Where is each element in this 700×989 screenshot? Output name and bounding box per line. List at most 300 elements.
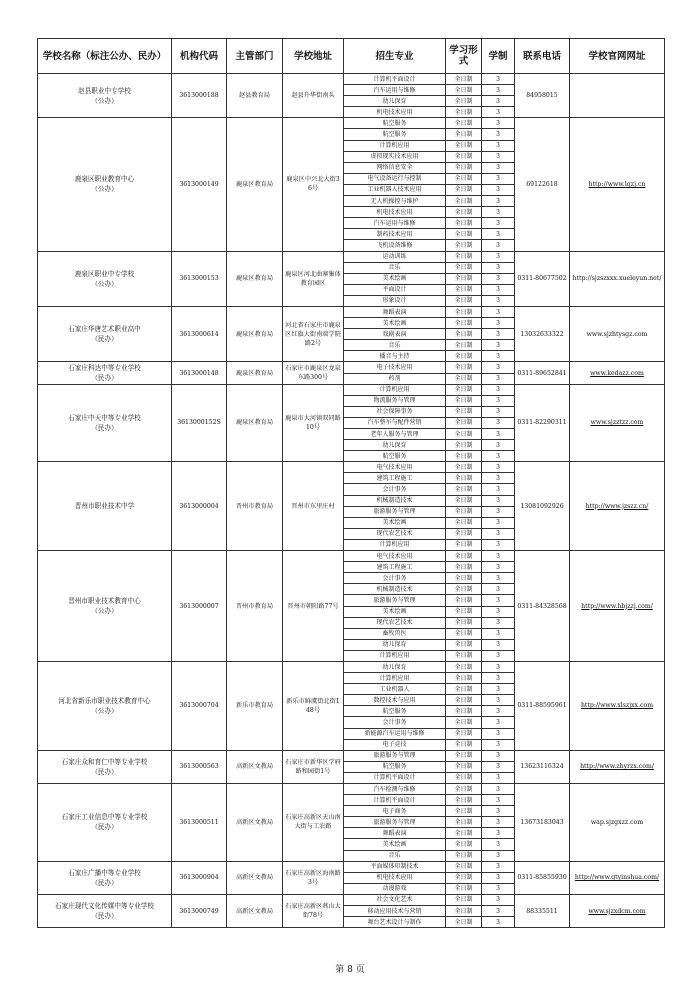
study-form: 全日制 xyxy=(446,251,482,262)
study-form: 全日制 xyxy=(446,107,482,118)
major-name: 美术绘画 xyxy=(344,318,446,329)
school-phone: 13623116324 xyxy=(515,750,570,783)
school-type: （公办） xyxy=(91,607,118,615)
school-code: 3613000153 xyxy=(172,251,227,306)
school-code: 3613000563 xyxy=(172,750,227,783)
school-website-link[interactable]: www.kedazz.com xyxy=(570,362,665,384)
school-address: 新乐市鲜虞街北街148号 xyxy=(283,661,344,750)
study-years: 3 xyxy=(482,140,515,151)
study-years: 3 xyxy=(482,539,515,550)
school-phone: 0311-85855930 xyxy=(515,861,570,894)
header-row xyxy=(38,39,665,74)
school-website-link[interactable]: wap.sjzgxzz.com xyxy=(570,784,665,862)
major-name: 美术绘画 xyxy=(344,606,446,617)
study-years: 3 xyxy=(482,473,515,484)
study-form: 全日制 xyxy=(446,329,482,340)
table-row xyxy=(38,251,665,262)
table-row xyxy=(38,784,665,795)
study-form: 全日制 xyxy=(446,196,482,207)
study-form: 全日制 xyxy=(446,173,482,184)
table-row xyxy=(38,362,665,373)
school-phone: 84958015 xyxy=(515,74,570,118)
study-form: 全日制 xyxy=(446,872,482,883)
school-phone: 13032633322 xyxy=(515,306,570,361)
enrollment-table-sheet xyxy=(37,38,664,928)
table-row xyxy=(38,750,665,761)
major-name: 航空服务 xyxy=(344,761,446,772)
major-name: 电气技术应用 xyxy=(344,462,446,473)
study-years: 3 xyxy=(482,129,515,140)
school-type: （民办） xyxy=(91,823,118,832)
study-years: 3 xyxy=(482,584,515,595)
major-name: 音乐 xyxy=(344,850,446,861)
major-name: 舞蹈表演 xyxy=(344,828,446,839)
school-phone: 13673183043 xyxy=(515,784,570,862)
major-name: 现代农艺技术 xyxy=(344,617,446,628)
major-name: 汽车整车与配件营销 xyxy=(344,417,446,428)
study-years: 3 xyxy=(482,107,515,118)
school-website-link[interactable]: http://www.jzszz.cn/ xyxy=(570,462,665,551)
study-form: 全日制 xyxy=(446,96,482,107)
school-website-link[interactable]: http://www.zhyrzx.com/ xyxy=(570,750,665,783)
school-dept: 高新区文教局 xyxy=(227,861,283,894)
school-name-cell xyxy=(38,784,172,862)
study-form: 全日制 xyxy=(446,85,482,96)
study-form: 全日制 xyxy=(446,528,482,539)
school-code: 3613000614 xyxy=(172,306,227,361)
school-phone: 0311-88595961 xyxy=(515,661,570,750)
major-name: 旅游服务与管理 xyxy=(344,506,446,517)
school-rows xyxy=(38,74,665,928)
school-dept: 高新区文教局 xyxy=(227,750,283,783)
school-dept: 高新区文教局 xyxy=(227,784,283,862)
study-years: 3 xyxy=(482,639,515,650)
study-form: 全日制 xyxy=(446,284,482,295)
major-name: 航空服务 xyxy=(344,706,446,717)
study-years: 3 xyxy=(482,306,515,317)
study-years: 3 xyxy=(482,528,515,539)
major-name: 旅游服务与管理 xyxy=(344,750,446,761)
school-name-cell xyxy=(38,551,172,662)
school-address: 石家庄市鹿泉区龙泉东路300号 xyxy=(283,362,344,384)
major-name: 平面媒体印制技术 xyxy=(344,861,446,872)
study-years: 3 xyxy=(482,362,515,373)
school-name-cell xyxy=(38,306,172,361)
major-name: 美术绘画 xyxy=(344,273,446,284)
school-dept: 鹿泉区教育局 xyxy=(227,118,283,251)
school-name: 石家庄工业信息中等专业学校 xyxy=(61,813,148,822)
school-website-link[interactable]: www.sjzhtysgz.com xyxy=(570,306,665,361)
study-form: 全日制 xyxy=(446,795,482,806)
study-years: 3 xyxy=(482,440,515,451)
school-address: 晋州市朝阳路77号 xyxy=(283,551,344,662)
major-name: 计算机应用 xyxy=(344,650,446,661)
study-years: 3 xyxy=(482,429,515,440)
major-name: 舞台艺术设计与制作 xyxy=(344,917,446,928)
study-form: 全日制 xyxy=(446,484,482,495)
school-name-cell xyxy=(38,462,172,551)
table-row xyxy=(38,306,665,317)
study-form: 全日制 xyxy=(446,706,482,717)
study-form: 全日制 xyxy=(446,218,482,229)
school-code: 3613000148 xyxy=(172,362,227,384)
major-name: 机械制造技术 xyxy=(344,584,446,595)
page-number: 第 8 页 xyxy=(335,965,365,975)
study-years: 3 xyxy=(482,861,515,872)
study-form: 全日制 xyxy=(446,817,482,828)
study-form: 全日制 xyxy=(446,118,482,129)
school-name-cell xyxy=(38,894,172,927)
major-name: 美术绘画 xyxy=(344,839,446,850)
school-type: （民办） xyxy=(91,423,118,432)
school-website-link xyxy=(570,74,665,118)
study-years: 3 xyxy=(482,96,515,107)
major-name: 音乐 xyxy=(344,262,446,273)
study-years: 3 xyxy=(482,684,515,695)
study-years: 3 xyxy=(482,406,515,417)
study-years: 3 xyxy=(482,795,515,806)
study-form: 全日制 xyxy=(446,362,482,373)
study-form: 全日制 xyxy=(446,806,482,817)
study-form: 全日制 xyxy=(446,306,482,317)
school-name-cell xyxy=(38,118,172,251)
major-name: 计算机平面设计 xyxy=(344,74,446,85)
major-name: 工业机器人技术应用 xyxy=(344,184,446,195)
major-name: 播音与主持 xyxy=(344,351,446,362)
school-name-cell xyxy=(38,362,172,384)
major-name: 药剂 xyxy=(344,373,446,384)
school-code: 3613000511 xyxy=(172,784,227,862)
study-form: 全日制 xyxy=(446,828,482,839)
school-name-cell xyxy=(38,251,172,306)
study-years: 3 xyxy=(482,784,515,795)
table-row xyxy=(38,661,665,672)
study-form: 全日制 xyxy=(446,417,482,428)
table-row xyxy=(38,118,665,129)
study-years: 3 xyxy=(482,894,515,905)
study-form: 全日制 xyxy=(446,906,482,917)
major-name: 旅游服务与管理 xyxy=(344,595,446,606)
study-form: 全日制 xyxy=(446,750,482,761)
table-row xyxy=(38,894,665,905)
major-name: 计算机应用 xyxy=(344,539,446,550)
school-type: （公办） xyxy=(91,706,118,715)
study-form: 全日制 xyxy=(446,517,482,528)
study-years: 3 xyxy=(482,750,515,761)
school-type: （公办） xyxy=(91,96,118,105)
school-address: 石家庄高新区天山南大街与工农路 xyxy=(283,784,344,862)
school-dept: 鹿泉区教育局 xyxy=(227,362,283,384)
study-years: 3 xyxy=(482,806,515,817)
study-form: 全日制 xyxy=(446,894,482,905)
study-form: 全日制 xyxy=(446,784,482,795)
study-form: 全日制 xyxy=(446,584,482,595)
study-years: 3 xyxy=(482,695,515,706)
study-years: 3 xyxy=(482,595,515,606)
school-name-cell xyxy=(38,661,172,750)
study-years: 3 xyxy=(482,606,515,617)
study-years: 3 xyxy=(482,761,515,772)
study-years: 3 xyxy=(482,318,515,329)
study-years: 3 xyxy=(482,506,515,517)
study-form: 全日制 xyxy=(446,240,482,251)
study-years: 3 xyxy=(482,551,515,562)
major-name: 幼儿保育 xyxy=(344,639,446,650)
school-code: 3613000904 xyxy=(172,861,227,894)
school-name: 石家庄华唐艺术职业高中 xyxy=(68,325,141,334)
major-name: 戏剧表演 xyxy=(344,329,446,340)
school-type: （公办） xyxy=(91,279,118,288)
major-name: 航空服务 xyxy=(344,118,446,129)
school-address: 河北省石家庄市鹿泉区红旗大街南端学院路2号 xyxy=(283,306,344,361)
major-name: 新能源汽车运用与维修 xyxy=(344,728,446,739)
study-years: 3 xyxy=(482,229,515,240)
school-dept: 鹿泉区教育局 xyxy=(227,384,283,462)
study-form: 全日制 xyxy=(446,761,482,772)
school-website-link[interactable]: http://www.hbjzzj.com/ xyxy=(570,551,665,662)
study-form: 全日制 xyxy=(446,140,482,151)
school-name: 赵县职业中专学校 xyxy=(78,86,131,95)
school-name: 石家庄广播中等专业学校 xyxy=(68,868,141,877)
study-years: 3 xyxy=(482,850,515,861)
study-form: 全日制 xyxy=(446,395,482,406)
study-years: 3 xyxy=(482,739,515,750)
header-dept: 主管部门 xyxy=(227,39,283,74)
study-years: 3 xyxy=(482,384,515,395)
major-name: 汽车运用与维修 xyxy=(344,85,446,96)
major-name: 机械制造技术 xyxy=(344,495,446,506)
study-years: 3 xyxy=(482,329,515,340)
study-years: 3 xyxy=(482,883,515,894)
major-name: 网络信息安全 xyxy=(344,162,446,173)
school-address: 石家庄高新区燕山大街78号 xyxy=(283,894,344,927)
school-website-link[interactable]: http://www.gtyinshua.com/ xyxy=(570,861,665,894)
study-form: 全日制 xyxy=(446,473,482,484)
school-phone: 0311-84328568 xyxy=(515,551,570,662)
school-name-cell xyxy=(38,750,172,783)
major-name: 汽车检测与维修 xyxy=(344,784,446,795)
school-dept: 晋州市教育局 xyxy=(227,462,283,551)
school-type: （民办） xyxy=(91,878,118,887)
study-years: 3 xyxy=(482,240,515,251)
school-type: （民办） xyxy=(91,374,118,383)
study-form: 全日制 xyxy=(446,772,482,783)
major-name: 电子商务 xyxy=(344,806,446,817)
study-form: 全日制 xyxy=(446,684,482,695)
major-name: 社会文化艺术 xyxy=(344,894,446,905)
major-name: 美术绘画 xyxy=(344,517,446,528)
study-years: 3 xyxy=(482,906,515,917)
study-form: 全日制 xyxy=(446,628,482,639)
major-name: 老年人服务与管理 xyxy=(344,429,446,440)
major-name: 社会保障事务 xyxy=(344,406,446,417)
study-years: 3 xyxy=(482,151,515,162)
school-website-link[interactable]: http://www.xlszjxx.com xyxy=(570,661,665,750)
school-address: 鹿泉区河北曲寨集体教育园区 xyxy=(283,251,344,306)
school-dept: 鹿泉区教育局 xyxy=(227,306,283,361)
study-form: 全日制 xyxy=(446,340,482,351)
school-code: 3613000749 xyxy=(172,894,227,927)
study-years: 3 xyxy=(482,340,515,351)
study-years: 3 xyxy=(482,417,515,428)
major-name: 建筑工程施工 xyxy=(344,562,446,573)
school-phone: 88335511 xyxy=(515,894,570,927)
study-form: 全日制 xyxy=(446,184,482,195)
study-years: 3 xyxy=(482,573,515,584)
study-years: 3 xyxy=(482,295,515,306)
major-name: 平面设计 xyxy=(344,284,446,295)
major-name: 机电技术应用 xyxy=(344,207,446,218)
header-majors: 招生专业 xyxy=(344,39,446,74)
study-years: 3 xyxy=(482,706,515,717)
study-form: 全日制 xyxy=(446,207,482,218)
major-name: 畜牧兽医 xyxy=(344,628,446,639)
major-name: 旅游服务与管理 xyxy=(344,817,446,828)
study-form: 全日制 xyxy=(446,917,482,928)
major-name: 航空服务 xyxy=(344,129,446,140)
study-form: 全日制 xyxy=(446,562,482,573)
study-form: 全日制 xyxy=(446,850,482,861)
school-name: 石家庄现代文化传媒中等专业学校 xyxy=(55,902,154,911)
school-type: （民办） xyxy=(91,912,118,921)
school-type: （民办） xyxy=(91,767,118,776)
study-form: 全日制 xyxy=(446,661,482,672)
school-dept: 新乐市教育局 xyxy=(227,661,283,750)
header-years: 学制 xyxy=(482,39,515,74)
study-years: 3 xyxy=(482,562,515,573)
major-name: 形象设计 xyxy=(344,295,446,306)
study-years: 3 xyxy=(482,173,515,184)
school-name: 鹿泉区职业中专学校 xyxy=(74,269,135,278)
school-name: 石家庄科达中等专业学校 xyxy=(68,364,141,373)
school-dept: 晋州市教育局 xyxy=(227,551,283,662)
table-row xyxy=(38,462,665,473)
header-form: 学习形式 xyxy=(446,39,482,74)
study-form: 全日制 xyxy=(446,429,482,440)
school-type: （民办） xyxy=(91,335,118,344)
major-name: 制药技术应用 xyxy=(344,229,446,240)
major-name: 汽车运用与维修 xyxy=(344,218,446,229)
school-phone: 69122618 xyxy=(515,118,570,251)
study-form: 全日制 xyxy=(446,839,482,850)
study-years: 3 xyxy=(482,839,515,850)
major-name: 舞蹈表演 xyxy=(344,306,446,317)
study-form: 全日制 xyxy=(446,495,482,506)
study-form: 全日制 xyxy=(446,373,482,384)
school-name: 鹿泉区职业教育中心 xyxy=(74,175,135,184)
school-address: 晋州市东里庄村 xyxy=(283,462,344,551)
major-name: 幼儿保育 xyxy=(344,661,446,672)
major-name: 虚拟现实技术应用 xyxy=(344,151,446,162)
header-website: 学校官网网址 xyxy=(570,39,665,74)
school-name: 河北省新乐市职业技术教育中心 xyxy=(58,696,151,705)
study-years: 3 xyxy=(482,817,515,828)
school-name-cell xyxy=(38,384,172,462)
school-website-link[interactable]: http://sjzszxxx.xueleyun.net/ xyxy=(570,251,665,306)
major-name: 音乐 xyxy=(344,340,446,351)
study-form: 全日制 xyxy=(446,406,482,417)
school-type: （公办） xyxy=(91,185,118,194)
study-form: 全日制 xyxy=(446,861,482,872)
school-address: 赵县升华街南头 xyxy=(283,74,344,118)
study-form: 全日制 xyxy=(446,151,482,162)
study-years: 3 xyxy=(482,872,515,883)
school-code: 3613000007 xyxy=(172,551,227,662)
study-form: 全日制 xyxy=(446,639,482,650)
study-years: 3 xyxy=(482,284,515,295)
major-name: 无人机操控与维护 xyxy=(344,196,446,207)
major-name: 计算机应用 xyxy=(344,673,446,684)
study-years: 3 xyxy=(482,717,515,728)
school-address: 石家庄高新区海南路3号 xyxy=(283,861,344,894)
study-years: 3 xyxy=(482,118,515,129)
school-name: 晋州市职业技术中学 xyxy=(74,502,135,511)
header-code: 机构代码 xyxy=(172,39,227,74)
school-name: 晋州市职业技术教育中心 xyxy=(68,597,141,605)
study-years: 3 xyxy=(482,617,515,628)
study-years: 3 xyxy=(482,162,515,173)
study-years: 3 xyxy=(482,661,515,672)
study-years: 3 xyxy=(482,728,515,739)
school-code: 3613000188 xyxy=(172,74,227,118)
school-website-link[interactable]: www.sjzztzz.com xyxy=(570,384,665,462)
study-form: 全日制 xyxy=(446,74,482,85)
school-website-link[interactable]: www.sjzxdcm.com xyxy=(570,894,665,927)
major-name: 机电技术应用 xyxy=(344,872,446,883)
study-years: 3 xyxy=(482,207,515,218)
school-dept: 鹿泉区教育局 xyxy=(227,251,283,306)
major-name: 航空服务 xyxy=(344,451,446,462)
study-form: 全日制 xyxy=(446,295,482,306)
major-name: 数控技术与应用 xyxy=(344,695,446,706)
study-years: 3 xyxy=(482,451,515,462)
major-name: 工业机器人 xyxy=(344,684,446,695)
study-years: 3 xyxy=(482,74,515,85)
study-years: 3 xyxy=(482,772,515,783)
school-website-link[interactable]: http://www.lqzj.cn xyxy=(570,118,665,251)
major-name: 动漫游戏 xyxy=(344,883,446,894)
study-form: 全日制 xyxy=(446,440,482,451)
school-table xyxy=(37,38,665,928)
study-years: 3 xyxy=(482,273,515,284)
study-form: 全日制 xyxy=(446,506,482,517)
study-form: 全日制 xyxy=(446,650,482,661)
study-form: 全日制 xyxy=(446,617,482,628)
study-form: 全日制 xyxy=(446,717,482,728)
school-name: 石家庄众和育仁中等专业学校 xyxy=(61,757,148,766)
school-code: 3613000149 xyxy=(172,118,227,251)
major-name: 现代农艺技术 xyxy=(344,528,446,539)
school-dept: 高新区文教局 xyxy=(227,894,283,927)
table-row xyxy=(38,861,665,872)
study-form: 全日制 xyxy=(446,451,482,462)
study-years: 3 xyxy=(482,351,515,362)
study-years: 3 xyxy=(482,251,515,262)
major-name: 机电技术应用 xyxy=(344,107,446,118)
major-name: 建筑工程施工 xyxy=(344,473,446,484)
school-code: 3613000004 xyxy=(172,462,227,551)
study-years: 3 xyxy=(482,484,515,495)
study-years: 3 xyxy=(482,650,515,661)
study-years: 3 xyxy=(482,196,515,207)
study-form: 全日制 xyxy=(446,728,482,739)
major-name: 幼儿保育 xyxy=(344,96,446,107)
study-years: 3 xyxy=(482,517,515,528)
school-address: 鹿泉区中兴北大街36号 xyxy=(283,118,344,251)
major-name: 物流服务与管理 xyxy=(344,395,446,406)
study-form: 全日制 xyxy=(446,673,482,684)
major-name: 会计事务 xyxy=(344,717,446,728)
